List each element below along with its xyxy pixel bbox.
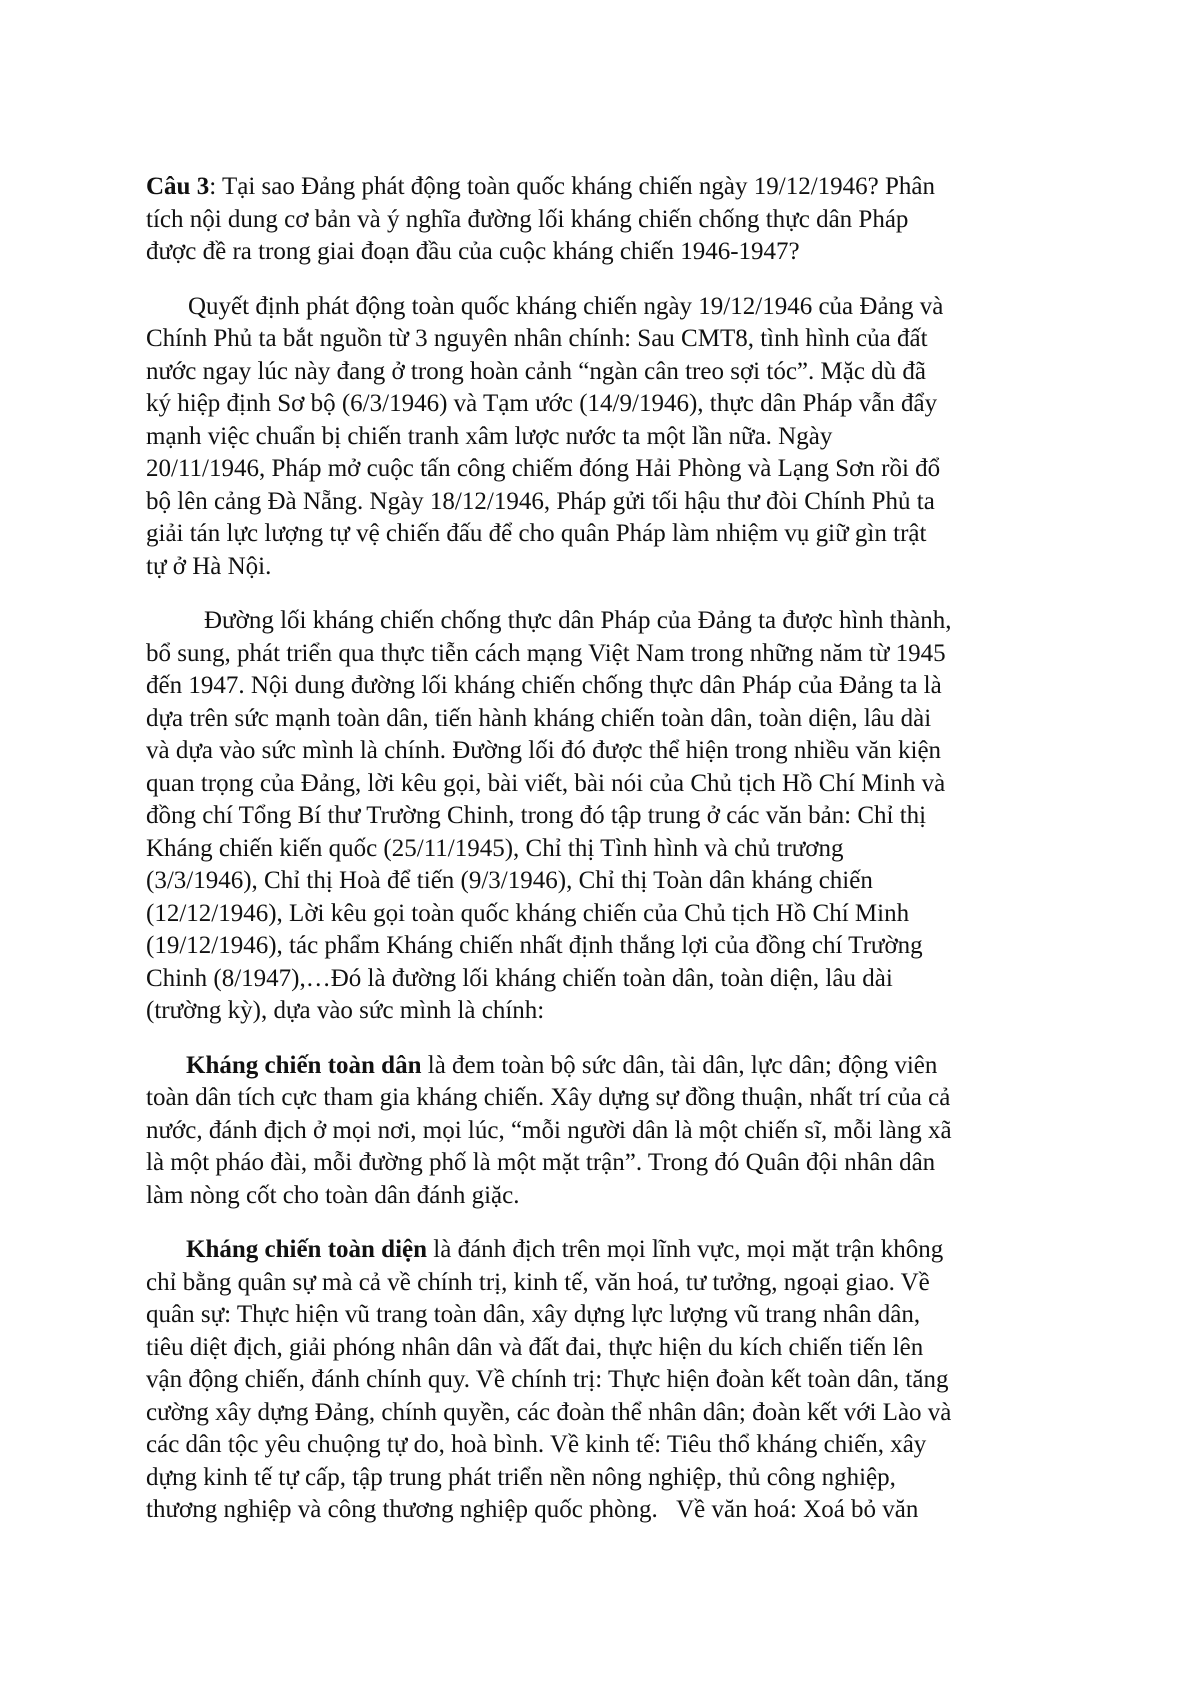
paragraph-line: (trường kỳ), dựa vào sức mình là chính:: [146, 997, 545, 1024]
paragraph-line: (3/3/1946), Chỉ thị Hoà để tiến (9/3/1946), Chỉ thị Toàn dân kháng chiến: [146, 867, 873, 894]
paragraph-causes: [146, 291, 1061, 584]
paragraph-line: bộ lên cảng Đà Nẵng. Ngày 18/12/1946, Pháp gửi tối hậu thư đòi Chính Phủ ta: [146, 487, 935, 515]
paragraph-line: Đường lối kháng chiến chống thực dân Pháp của Đảng ta được hình thành,: [204, 607, 952, 634]
paragraph-line: vận động chiến, đánh chính quy. Về chính trị: Thực hiện đoàn kết toàn dân, tăng: [146, 1366, 949, 1393]
bold-term-comprehensive: Kháng chiến toàn diện: [186, 1236, 428, 1263]
paragraph-line: chỉ bằng quân sự mà cả về chính trị, kinh tế, văn hoá, tư tưởng, ngoại giao. Về: [146, 1268, 930, 1296]
paragraph-line: tự ở Hà Nội.: [146, 552, 272, 580]
paragraph-line: toàn dân tích cực tham gia kháng chiến. Xây dựng sự đồng thuận, nhất trí của cả: [146, 1084, 951, 1111]
paragraph-line: bổ sung, phát triển qua thực tiễn cách mạng Việt Nam trong những năm từ 1945: [146, 639, 946, 667]
paragraph-line: (19/12/1946), tác phẩm Kháng chiến nhất định thắng lợi của đồng chí Trường: [146, 932, 923, 959]
paragraph-comprehensive: [146, 1234, 1061, 1527]
paragraph-line: mạnh việc chuẩn bị chiến tranh xâm lược nước ta một lần nữa. Ngày: [146, 422, 833, 450]
question-line-1: Câu 3: Tại sao Đảng phát động toàn quốc kháng chiến ngày 19/12/1946? Phân: [146, 173, 935, 200]
paragraph-line: thương nghiệp và công thương nghiệp quốc phòng. Về văn hoá: Xoá bỏ văn: [146, 1496, 919, 1523]
bold-term-whole-people: Kháng chiến toàn dân: [186, 1051, 422, 1079]
paragraph-line: nước, đánh địch ở mọi nơi, mọi lúc, “mỗi người dân là một chiến sĩ, mỗi làng xã: [146, 1116, 952, 1144]
question-line-2: tích nội dung cơ bản và ý nghĩa đường lối kháng chiến chống thực dân Pháp: [146, 205, 909, 233]
question-heading: [146, 171, 1061, 269]
paragraph-whole-people: [146, 1050, 1061, 1213]
paragraph-line: Kháng chiến toàn diện là đánh địch trên mọi lĩnh vực, mọi mặt trận không: [186, 1236, 944, 1263]
question-label: Câu 3: [146, 173, 210, 200]
paragraph-line: các dân tộc yêu chuộng tự do, hoà bình. Về kinh tế: Tiêu thổ kháng chiến, xây: [146, 1431, 927, 1458]
paragraph-line: dựa trên sức mạnh toàn dân, tiến hành kháng chiến toàn dân, toàn diện, lâu dài: [146, 704, 932, 732]
paragraph-line: Chính Phủ ta bắt nguồn từ 3 nguyên nhân chính: Sau CMT8, tình hình của đất: [146, 325, 928, 352]
paragraph-line: ký hiệp định Sơ bộ (6/3/1946) và Tạm ước (14/9/1946), thực dân Pháp vẫn đẩy: [146, 390, 938, 417]
question-line-3: được đề ra trong giai đoạn đầu của cuộc kháng chiến 1946-1947?: [146, 238, 800, 265]
paragraph-line: 20/11/1946, Pháp mở cuộc tấn công chiếm đóng Hải Phòng và Lạng Sơn rồi đổ: [146, 455, 941, 482]
paragraph-line: là một pháo đài, mỗi đường phố là một mặt trận”. Trong đó Quân đội nhân dân: [146, 1149, 936, 1176]
paragraph-line: quân sự: Thực hiện vũ trang toàn dân, xây dựng lực lượng vũ trang nhân dân,: [146, 1301, 921, 1328]
paragraph-line: quan trọng của Đảng, lời kêu gọi, bài viết, bài nói của Chủ tịch Hồ Chí Minh và: [146, 769, 946, 797]
paragraph-line: tiêu diệt địch, giải phóng nhân dân và đất đai, thực hiện du kích chiến tiến lên: [146, 1333, 924, 1361]
document-body: [146, 171, 1061, 1549]
paragraph-line: Quyết định phát động toàn quốc kháng chiến ngày 19/12/1946 của Đảng và: [188, 292, 944, 320]
paragraph-line: dựng kinh tế tự cấp, tập trung phát triển nền nông nghiệp, thủ công nghiệp,: [146, 1463, 896, 1491]
paragraph-line: đồng chí Tổng Bí thư Trường Chinh, trong đó tập trung ở các văn bản: Chỉ thị: [146, 802, 927, 829]
paragraph-line: và dựa vào sức mình là chính. Đường lối đó được thể hiện trong nhiều văn kiện: [146, 737, 942, 764]
paragraph-line: (12/12/1946), Lời kêu gọi toàn quốc kháng chiến của Chủ tịch Hồ Chí Minh: [146, 899, 910, 927]
paragraph-line: giải tán lực lượng tự vệ chiến đấu để cho quân Pháp làm nhiệm vụ giữ gìn trật: [146, 520, 927, 547]
paragraph-line: cường xây dựng Đảng, chính quyền, các đoàn thể nhân dân; đoàn kết với Lào và: [146, 1398, 952, 1426]
paragraph-line: nước ngay lúc này đang ở trong hoàn cảnh “ngàn cân treo sợi tóc”. Mặc dù đã: [146, 357, 927, 385]
paragraph-line: Chinh (8/1947),…Đó là đường lối kháng chiến toàn dân, toàn diện, lâu dài: [146, 964, 893, 992]
paragraph-line: Kháng chiến kiến quốc (25/11/1945), Chỉ thị Tình hình và chủ trương: [146, 834, 844, 862]
paragraph-resistance-line: [146, 605, 1061, 1028]
paragraph-line: đến 1947. Nội dung đường lối kháng chiến chống thực dân Pháp của Đảng ta là: [146, 672, 942, 699]
paragraph-line: làm nòng cốt cho toàn dân đánh giặc.: [146, 1181, 520, 1209]
paragraph-line: Kháng chiến toàn dân là đem toàn bộ sức dân, tài dân, lực dân; động viên: [186, 1051, 938, 1079]
